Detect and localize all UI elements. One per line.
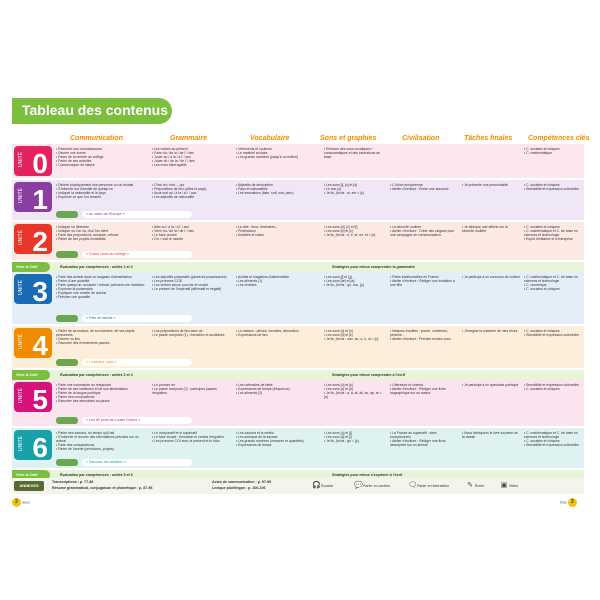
theme-link[interactable]: « Au cœur de l'Europe » (82, 211, 192, 218)
cell-item: • Les verbes savoir, pouvoir et vouloir (152, 283, 232, 287)
cell-sons (324, 329, 386, 359)
strategy-text: Stratégies pour mieux s'exprimer à l'écrit (332, 473, 403, 477)
cell-item: • Je lis, j'écris : a, à, at, all, ac, ap, ar = [ɑ] (324, 391, 386, 399)
cell-grammaire (152, 329, 232, 359)
cell-taches (462, 147, 520, 177)
column-head-vocabulaire: Vocabulaire (250, 135, 290, 142)
cell-item: • Pays et nationalités (236, 187, 320, 191)
cell-item: • C. sociales et civiques (524, 387, 584, 391)
cell-item: • Les animaux de la savane (236, 435, 320, 439)
footer-left (12, 498, 30, 507)
cell-item: • Décrire une scène (56, 151, 148, 155)
unit-number: 1 (32, 184, 48, 212)
cell-item: • Avoir mal au / à la / à l' / aux (152, 191, 232, 195)
cell-item: • Décrire un lieu (56, 337, 148, 341)
cell-vocabulaire (236, 275, 320, 315)
cell-item: • Faire du / de la / de l' / des (152, 151, 232, 155)
cell-item: • Indiquer un itinéraire (56, 225, 148, 229)
cell-item: • Les sons [ɔ] et [o] (324, 329, 386, 333)
column-head-civilisation: Civilisation (402, 135, 440, 142)
cell-item: • Décrire physiquement une personne ou un animal (56, 183, 148, 187)
cell-item: • La maison : pièces, meubles, décoration (236, 329, 320, 333)
cell-grammaire (152, 383, 232, 417)
legend-interact-label: Parler en interaction (417, 484, 450, 488)
cell-item: • Sensibilité et expression culturelles (524, 383, 584, 387)
cell-item: • Parler de ses habitudes et de son alimentation (56, 387, 148, 391)
theme-link[interactable]: « L'intérieur royal » (82, 359, 192, 366)
cell-item: • Faire des comparaisons (56, 443, 148, 447)
cell-competences (524, 275, 584, 315)
unit-tab-1[interactable] (14, 182, 52, 212)
cell-item: • Les sons [ʒ] et [ʃ] (324, 431, 386, 435)
unit-row-4 (12, 326, 584, 368)
cell-grammaire (152, 147, 232, 177)
cell-item: • Esprit d'initiative et d'entreprise (524, 237, 584, 241)
unit-tab-3[interactable] (14, 274, 52, 304)
cell-item: • Parler de la rentrée au collège (56, 155, 148, 159)
legend-write (466, 482, 484, 490)
cell-item: • Les sons [u] et [y] (324, 383, 386, 387)
cell-item: • Le présent de l'impératif (affirmatif et négatif) (152, 287, 232, 291)
cell-competences (524, 329, 584, 359)
vers-le-delf-tag: Vers le Delf (12, 370, 50, 380)
column-head-communication: Communication (70, 135, 123, 142)
cell-item: • La sécurité routière (390, 225, 458, 229)
cell-civilisation (390, 383, 458, 417)
strategy-text: Stratégies pour mieux comprendre à l'écrit (332, 373, 405, 377)
cell-item: • Jouer du / de la / de l' / des (152, 159, 232, 163)
unit-label: UNITÉ (18, 152, 24, 167)
cell-item: • Parler de l'avenir (prévisions, projets) (56, 447, 148, 451)
cell-item: • Atelier d'écriture : Rédiger une fiche descriptive sur un animal (390, 439, 458, 447)
cell-sons (324, 147, 386, 177)
strategy-text: Stratégies pour mieux comprendre la grammaire (332, 265, 415, 269)
cell-item: • C. sociales et civiques (524, 147, 584, 151)
cell-item: • Indiquer où l'on va, d'où l'on vient (56, 229, 148, 233)
unit-number: 6 (32, 432, 48, 460)
cell-item: • Exprimer ce que l'on ressent (56, 195, 148, 199)
cell-item: • Les grands nombres (mesures et quantités) (236, 439, 320, 443)
cell-communication (56, 225, 148, 251)
cell-item: • Les ustensiles de table (236, 383, 320, 387)
cell-item: • Les pronoms COD (152, 279, 232, 283)
cell-item: • On = tout le monde (152, 237, 232, 241)
cell-item: • Les prépositions de lieu avec de (152, 329, 232, 333)
cell-grammaire (152, 183, 232, 211)
cell-item: • Le futur simple : formation et verbes irréguliers (152, 435, 232, 439)
cell-item: • C. numérique (524, 283, 584, 287)
cell-item: • Achats et magasins d'alimentation (236, 275, 320, 279)
cell-item: • Les sons [b], [v] et [f] (324, 225, 386, 229)
dialogue-icon: 🗨 (408, 482, 417, 490)
cell-item: • C. sociales et civiques (524, 225, 584, 229)
cell-item: • Raconter des événements passés (56, 341, 148, 345)
cell-civilisation (390, 183, 458, 211)
video-logo-icon[interactable] (56, 417, 78, 424)
cell-item: • Expressions de lieu (236, 333, 320, 337)
cell-item: • Le comparatif et le superlatif (152, 431, 232, 435)
cell-sons (324, 183, 386, 211)
cell-item: • Parler de la langue poétique (56, 391, 148, 395)
unit-label: UNITÉ (18, 230, 24, 245)
theme-link[interactable]: « Les 80 jours de Louise Dufour » (82, 417, 192, 424)
video-logo-icon[interactable] (56, 315, 78, 322)
cell-item: • Le son [u] (324, 187, 386, 191)
cell-competences (524, 383, 584, 417)
cell-item: • Atelier d'écriture : Prendre rendez-vous (390, 337, 458, 341)
cell-item: • Réactiver ses connaissances (56, 147, 148, 151)
unit-row-1 (12, 180, 584, 220)
evaluation-text: Évaluation par compétences : unités 3 et 4 (60, 373, 133, 377)
cell-item: • Je participe à un spectacle poétique (462, 383, 520, 387)
cell-vocabulaire (236, 431, 320, 459)
cell-vocabulaire (236, 147, 320, 177)
cell-item: • Parler de ses activités (56, 159, 148, 163)
unit-row-2 (12, 222, 584, 260)
unit-label: UNITÉ (18, 436, 24, 451)
legend-write-label: Écrire (475, 484, 485, 488)
page-number-right: 3 (568, 498, 577, 507)
cell-item: • C. sociales et civiques (524, 439, 584, 443)
cell-item: • Je lis, j'écris : ê, é, er, ez, et = [e] (324, 233, 386, 237)
theme-link[interactable]: « Sauvons les abeilles ! » (82, 459, 192, 466)
cell-civilisation (390, 275, 458, 315)
annexes-transcriptions: Transcriptions : p. 77-86 (52, 480, 94, 484)
cell-item: • Le passé composé (2) : participes passés irréguliers (152, 387, 232, 395)
cell-item: • Expliquer une recette de cuisine (56, 291, 148, 295)
cell-item: • Les sons [œ] et [ø] (324, 279, 386, 283)
cell-item: • Les aliments (1) (236, 279, 320, 283)
cell-item: • Les sons [ʀ] et [l] (324, 435, 386, 439)
cell-item: • Sensibilité et expression culturelles (524, 333, 584, 337)
cell-item: • Atelier d'écriture : Écrire une annonce (390, 187, 458, 191)
evaluation-text: Évaluation par compétences : unités 5 et 6 (60, 473, 133, 477)
cell-item: • Faire des achats dans un magasin d'alimentation (56, 275, 148, 279)
unit-number: 2 (32, 226, 48, 254)
unit-tab-6[interactable] (14, 430, 52, 460)
cell-item: • Parler de ses projets immédiats (56, 237, 148, 241)
cell-item: • Les verbes au présent (152, 147, 232, 151)
page-title: Tableau des contenus (22, 102, 168, 118)
cell-sons (324, 431, 386, 459)
unit-label: UNITÉ (18, 280, 24, 295)
unit-number: 3 (32, 276, 48, 304)
cell-item: • Les mots interrogatifs (152, 163, 232, 167)
headphones-icon: 🎧 (312, 482, 321, 490)
cell-item: • Faire quelqu'un, accepter / refuser poliment une invitation (56, 283, 148, 287)
cell-communication (56, 147, 148, 177)
cell-item: • Les recettes (236, 283, 320, 287)
cell-item: • Sensibilité et expression culturelles (524, 187, 584, 191)
cell-civilisation (390, 431, 458, 459)
cell-item: • Le pronom en (152, 383, 232, 387)
cell-sons (324, 275, 386, 315)
cell-item: • Le matériel scolaire (236, 151, 320, 155)
theme-link[interactable]: « Fête de famille » (82, 315, 192, 322)
cell-item: • Je participe à un concours de cuisine (462, 275, 520, 279)
annexes-actes: Actes de communication : p. 97-99 (212, 480, 272, 484)
cell-item: • Littérature et cinéma (390, 383, 458, 387)
theme-link[interactable]: « Grand cross au collège » (82, 251, 192, 258)
vers-le-delf-tag: Vers le Delf (12, 262, 50, 272)
evaluation-bar (12, 370, 584, 380)
cell-competences (524, 147, 584, 177)
video-icon: ▣ (500, 482, 508, 490)
unit-row-5 (12, 380, 584, 426)
cell-competences (524, 225, 584, 251)
page-word-left: deux (22, 500, 30, 505)
cell-item: • Raconter des anecdotes au passé (56, 399, 148, 403)
page-title-bar (12, 98, 172, 124)
cell-item: • C'est un / une..., qui (152, 183, 232, 187)
cell-vocabulaire (236, 329, 320, 359)
cell-grammaire (152, 225, 232, 251)
cell-grammaire (152, 431, 232, 459)
cell-item: • S'informer et donner des informations précises sur un animal (56, 435, 148, 443)
cell-vocabulaire (236, 383, 320, 417)
cell-taches (462, 275, 520, 315)
cell-item: • Je fabrique une affiche sur la sécurité routière (462, 225, 520, 233)
cell-taches (462, 329, 520, 359)
cell-grammaire (152, 275, 232, 315)
column-head-competences: Compétences clés (528, 135, 590, 142)
unit-tab-2[interactable] (14, 224, 52, 254)
annexes-lexique: Lexique plurilingue : p. 100-106 (212, 486, 266, 490)
cell-item: • Expressions de temps (236, 443, 320, 447)
cell-item: • Adjectifs de description (236, 183, 320, 187)
video-logo-icon[interactable] (56, 251, 78, 258)
cell-taches (462, 383, 520, 417)
unit-row-3 (12, 272, 584, 324)
legend-listen (312, 482, 333, 490)
cell-item: • Atelier d'écriture : Rédiger une invitation à une fête (390, 279, 458, 287)
cell-communication (56, 275, 148, 315)
cell-civilisation (390, 225, 458, 251)
video-logo-icon[interactable] (56, 211, 78, 218)
video-logo-icon[interactable] (56, 459, 78, 466)
cell-item: • Professions (236, 229, 320, 233)
legend-speak (354, 482, 390, 490)
cell-item: • Je lis, j'écris : gn = [ɲ] (324, 439, 386, 443)
cell-item: • Les sons [ɛ] et [ɑ] (324, 387, 386, 391)
legend-interact (408, 482, 449, 490)
cell-item: • Jouer au / à la / à l' / aux (152, 155, 232, 159)
footer-right (560, 498, 577, 507)
legend-video (500, 482, 518, 490)
unit-number: 0 (32, 148, 48, 176)
cell-item: • Préciser une quantité (56, 295, 148, 299)
cell-item: • C. mathématique (524, 151, 584, 155)
cell-item: • Les adjectifs de nationalité (152, 195, 232, 199)
page-number-left: 2 (12, 498, 21, 507)
contents-page (4, 90, 596, 510)
cell-item: • Les sons [i], [ɛ] et [ə] (324, 183, 386, 187)
cell-communication (56, 329, 148, 359)
unit-row-0 (12, 144, 584, 178)
unit-label: UNITÉ (18, 388, 24, 403)
cell-taches (462, 431, 520, 459)
cell-item: • Le futur proche (152, 233, 232, 237)
cell-item: • Révision des sons vocaliques / consonantiques et des intonations de base (324, 147, 386, 159)
cell-item: • La France au superlatif : sites exceptionnels (390, 431, 458, 439)
cell-item: • Les sensations (faim, soif, mal, peur) (236, 191, 320, 195)
unit-row-6 (12, 428, 584, 468)
cell-item: • C. mathématique et C. de base en sciences et technologie (524, 275, 584, 283)
cell-item: • Les sons [e] et [ɛ] (324, 229, 386, 233)
unit-tab-0[interactable] (14, 146, 52, 176)
speech-icon: 💬 (354, 482, 363, 490)
evaluation-text: Évaluation par compétences : unités 1 et 2 (60, 265, 133, 269)
cell-item: • Le passé composé (1) : formation et auxiliaires (152, 333, 232, 337)
cell-item: • Je lis, j'écris : gn, onc, [ɲ] (324, 283, 386, 287)
legend-speak-label: Parler en continu (363, 484, 391, 488)
cell-item: • Les sons [ʃ] et [ʒ] (324, 275, 386, 279)
cell-item: • Les adjectifs possessifs (plusieurs possesseurs) (152, 275, 232, 279)
cell-item: • Exprimer la possession (56, 287, 148, 291)
cell-item: • Maisons insolites : yourte, conteneur, péniche... (390, 329, 458, 337)
vers-le-delf-tag: Vers le Delf (12, 470, 50, 480)
cell-item: • Expressions de temps (fréquence) (236, 387, 320, 391)
unit-label: UNITÉ (18, 188, 24, 203)
cell-item: • C. sociales et civiques (524, 287, 584, 291)
cell-taches (462, 183, 520, 211)
cell-item: • Je lis, j'écris : eau, au, o, ô, ot = [o] (324, 337, 386, 341)
cell-item: • Aller au / à la / à l' / aux (152, 225, 232, 229)
cell-item: • C. sociales et civiques (524, 183, 584, 187)
cell-item: • Je présente une personnalité (462, 183, 520, 187)
cell-item: • Les grands nombres (jusqu'à un million) (236, 155, 320, 159)
cell-item: • Je lis, j'écris : ai, em = [ɛ] (324, 191, 386, 195)
legend-listen-label: Écouter (321, 484, 334, 488)
cell-item: • Faire une commande au restaurant (56, 383, 148, 387)
annexes-resume: Résumé grammatical, conjugaison et phonétique : p. 87-96 (52, 486, 153, 490)
unit-tab-4[interactable] (14, 328, 52, 358)
column-head-taches: Tâches finales (464, 135, 513, 142)
unit-number: 5 (32, 384, 48, 412)
cell-communication (56, 183, 148, 211)
cell-item: • Parler d'une quantité (56, 279, 148, 283)
cell-item: • Nous fabriquons le livre souvenir de la classe (462, 431, 520, 439)
cell-item: • Les aliments (2) (236, 391, 320, 395)
evaluation-bar (12, 262, 584, 272)
annexes-bar (12, 478, 584, 494)
cell-item: • Sensibilité et expression culturelles (524, 443, 584, 447)
cell-sons (324, 225, 386, 251)
cell-item: • C. sociales et civiques (524, 329, 584, 333)
column-head-sons: Sons et graphies (320, 135, 377, 142)
annexes-tag: ANNEXES (14, 481, 44, 491)
cell-item: • Les pronoms COI avec le présent et le futur (152, 439, 232, 443)
cell-item: • Les saisons et la météo (236, 431, 320, 435)
video-logo-icon[interactable] (56, 359, 78, 366)
unit-number: 4 (32, 330, 48, 358)
unit-tab-5[interactable] (14, 382, 52, 412)
cell-item: • C. mathématique et C. de base en sciences et technologie (524, 229, 584, 237)
column-head-grammaire: Grammaire (170, 135, 207, 142)
cell-taches (462, 225, 520, 251)
cell-item: • Faire des propositions, accepter, refuser (56, 233, 148, 237)
cell-item: • Atelier d'écriture : Créer des slogans pour une campagne de communication (390, 229, 458, 237)
unit-label: UNITÉ (18, 334, 24, 349)
cell-item: • Vêtements et couleurs (236, 147, 320, 151)
cell-item: • Fêtes traditionnelles en France (390, 275, 458, 279)
cell-item: • Les sons [ɑ̃] et [ɛ̃] (324, 333, 386, 337)
cell-vocabulaire (236, 183, 320, 211)
cell-item: • C. mathématique et C. de base en sciences et technologie (524, 431, 584, 439)
cell-civilisation (390, 329, 458, 359)
cell-communication (56, 383, 148, 417)
cell-item: • Prépositions de lieu (villes et pays) (152, 187, 232, 191)
cell-item: • Parler des compositions (56, 395, 148, 399)
cell-item: • S'informer sur l'identité de quelqu'un (56, 187, 148, 191)
cell-item: • Parler de sa maison, de sa chambre, de ses objets personnels (56, 329, 148, 337)
cell-item: • Activités et loisirs (236, 233, 320, 237)
cell-item: • La ville : lieux, itinéraires... (236, 225, 320, 229)
cell-competences (524, 183, 584, 211)
cell-competences (524, 431, 584, 459)
legend-video-label: Vidéo (509, 484, 519, 488)
cell-vocabulaire (236, 225, 320, 251)
cell-item: • Indiquer la nationalité et le pays (56, 191, 148, 195)
cell-item: • L'Union européenne (390, 183, 458, 187)
page-edge-left (4, 90, 8, 510)
page-word-right: trois (560, 500, 567, 505)
pen-icon: ✎ (467, 482, 473, 490)
cell-sons (324, 383, 386, 417)
cell-item: • Venir du / de la / de l' / des (152, 229, 232, 233)
cell-item: • Parler des saisons, du temps qu'il fait (56, 431, 148, 435)
cell-item: • J'imagine la chambre de mes rêves (462, 329, 520, 333)
cell-item: • Communiquer en classe (56, 163, 148, 167)
cell-communication (56, 431, 148, 459)
cell-civilisation (390, 147, 458, 177)
cell-item: • Atelier d'écriture : Rédiger une fiche biographique sur un auteur (390, 387, 458, 395)
